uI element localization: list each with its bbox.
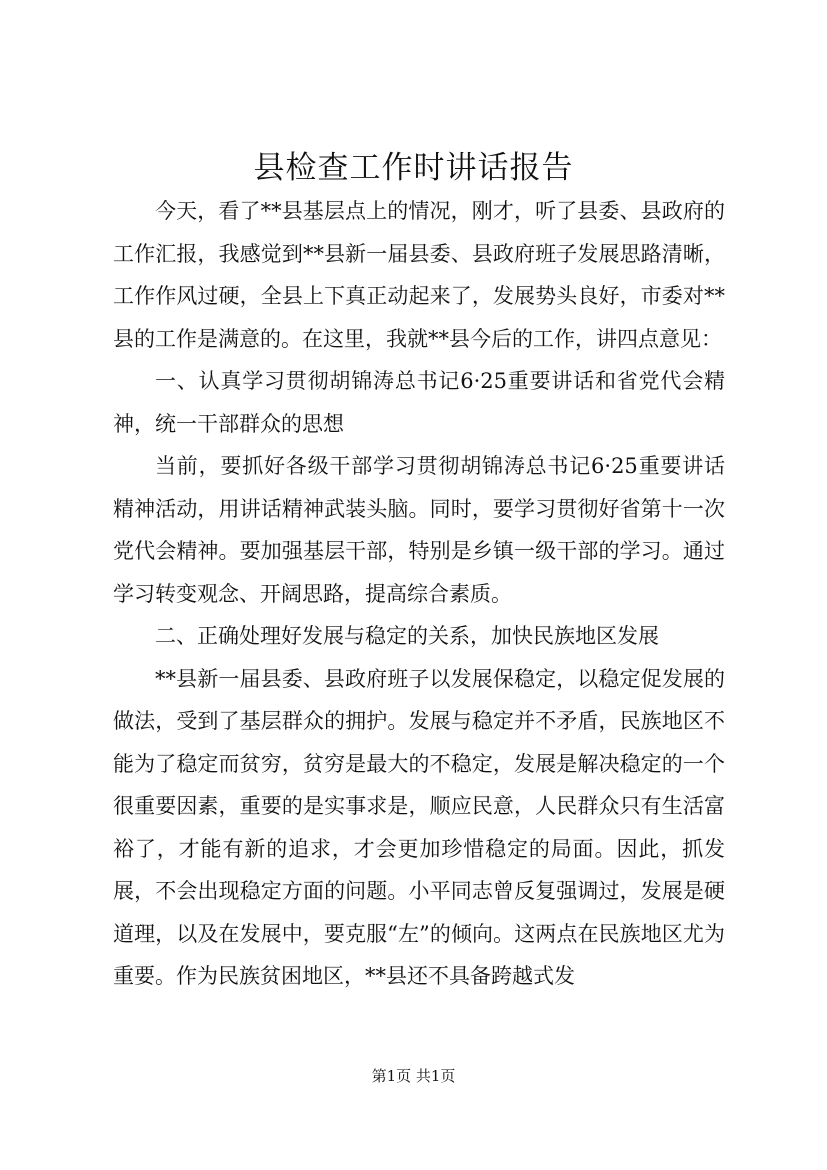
document-title: 县检查工作时讲话报告 <box>253 150 574 186</box>
document-body <box>113 190 725 998</box>
paragraph-intro: 今天，看了**县基层点上的情况，刚才，听了县委、县政府的工作汇报，我感觉到**县新一届县委、县政府班子发展思路清晰，工作作风过硬，全县上下真正动起来了，发展势头良好，市委对**县的工作是满意的。在这里，我就**县今后的工作，讲四点意见： <box>113 199 725 351</box>
paragraph-section-2: **县新一届县委、县政府班子以发展保稳定，以稳定促发展的做法，受到了基层群众的拥护。发展与稳定并不矛盾，民族地区不能为了稳定而贫穷，贫穷是最大的不稳定，发展是解决稳定的一个很重要因素，重要的是实事求是，顺应民意，人民群众只有生活富裕了，才能有新的追求，才会更加珍惜稳定的局面。因此，抓发展，不会出现稳定方面的问题。小平同志曾反复强调过，发展是硬道理，以及在发展中，要克服“左”的倾向。这两点在民族地区尤为重要。作为民族贫困地区，**县还不具备跨越式发 <box>113 666 725 988</box>
paragraph-section-1: 当前，要抓好各级干部学习贯彻胡锦涛总书记6·25重要讲话精神活动，用讲话精神武装头脑。同时，要学习贯彻好省第十一次党代会精神。要加强基层干部，特别是乡镇一级干部的学习。通过学习转变观念、开阔思路，提高综合素质。 <box>113 454 725 606</box>
page-number-footer: 第1页 共1页 <box>371 1067 456 1085</box>
section-heading-2: 二、正确处理好发展与稳定的关系，加快民族地区发展 <box>155 624 659 648</box>
section-heading-1: 一、认真学习贯彻胡锦涛总书记6·25重要讲话和省党代会精神，统一干部群众的思想 <box>113 369 725 436</box>
